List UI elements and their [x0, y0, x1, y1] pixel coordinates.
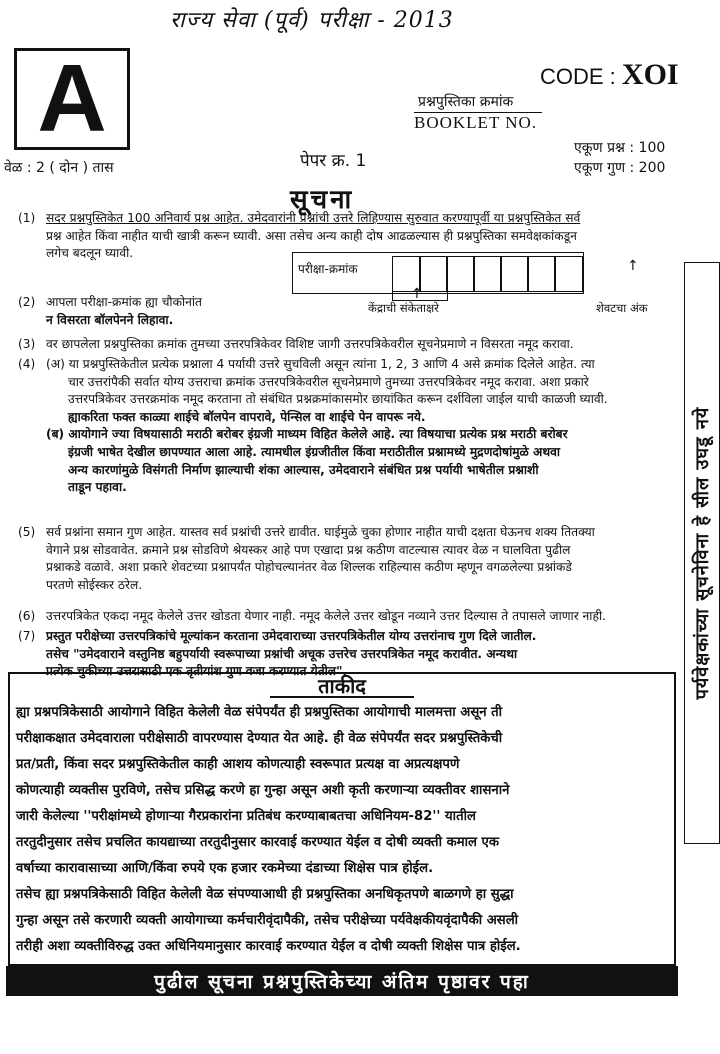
total-marks: एकूण गुण : 200	[574, 160, 666, 176]
last-digit-label: शेवटचा अंक	[596, 301, 648, 315]
instruction-line: वर छापलेला प्रश्नपुस्तिका क्रमांक तुमच्या उत्तरपत्रिकेवर विशिष्ट जागी उत्तरपत्रिकेवरील सूचनेप्रमाणे न विसरता नमूद करावा.	[46, 337, 574, 351]
warning-line: कोणत्याही व्यक्तीस पुरविणे, तसेच प्रसिद्ध करणे हा गुन्हा असून अशी कृती करणाऱ्या व्यक्तीवर शासनाने	[16, 783, 510, 798]
instruction-line: परतणे सोईस्कर ठरेल.	[46, 577, 143, 592]
warning-line: परीक्षाकक्षात उमेदवाराला परीक्षेसाठी वापरण्यास देण्यात येत आहे. ही वेळ संपेपर्यंत सदर प्रश्नपुस्तिकेची	[16, 731, 503, 746]
handwritten-exam-title: राज्य सेवा (पूर्व) परीक्षा - 2013	[170, 8, 454, 33]
seal-sidebar-text: पर्यवेक्षकांच्या सूचनेविना हे सील उघडू नये	[692, 406, 713, 700]
instruction-line: सर्व प्रश्नांना समान गुण आहेत. यास्तव सर्व प्रश्नांची उत्तरे द्यावीत. घाईमुळे चुका होणार नाहीत याची दक्षता घेऊनच शक्य तितक्या	[46, 525, 595, 539]
instruction-line: आपला परीक्षा-क्रमांक ह्या चौकोनांत	[46, 295, 202, 309]
arrow-up-icon: ↑	[411, 286, 423, 302]
instruction-number: (6)	[18, 609, 36, 623]
instruction-line: चार उत्तरांपैकी सर्वात योग्य उत्तराचा क्रमांक उत्तरपत्रिकेवरील सूचनेप्रमाणे तुमच्या उत्तरपत्रिकेवर नमूद करावा. अशा प्रकारे	[68, 374, 589, 389]
instruction-line: प्रस्तुत परीक्षेच्या उत्तरपत्रिकांचे मूल्यांकन करताना उमेदवाराच्या उत्तरपत्रिकेतील योग्य उत्तरांनाच गुण दिले जातील.	[46, 629, 537, 643]
warning-line: गुन्हा असून तसे करणारी व्यक्ती आयोगाच्या कर्मचारीवृंदापैकी, तसेच परीक्षेच्या पर्यवेक्षकीयवृंदापैकी असली	[16, 913, 519, 928]
instruction-line: उत्तरपत्रिकेत एकदा नमूद केलेले उत्तर खोडता येणार नाही. नमूद केलेले उत्तर खोडून नव्याने उत्तर दिल्यास ते तपासले जाणार नाही.	[46, 609, 606, 623]
instruction-line: अन्य कारणांमुळे विसंगती निर्माण झाल्याची शंका आल्यास, उमेदवाराने संबंधित प्रश्न पर्यायी भाषेतील प्रश्नाशी	[68, 462, 539, 477]
warning-line: प्रत/प्रती, किंवा सदर प्रश्नपुस्तिकेतील काही आशय कोणत्याही स्वरूपात प्रत्यक्ष वा अप्रत्यक्षपणे	[16, 757, 460, 772]
code-label	[540, 58, 679, 92]
warning-title-underline	[270, 696, 414, 698]
warning-line: तरीही अशा व्यक्तीविरुद्ध उक्त अधिनियमानुसार कारवाई करण्यात येईल व दोषी व्यक्ती शिक्षेस पात्र होईल.	[16, 939, 521, 954]
seal-sidebar	[684, 262, 720, 844]
code-value: XOI	[621, 58, 679, 91]
instruction-line: (अ) या प्रश्नपुस्तिकेतील प्रत्येक प्रश्नाला 4 पर्यायी उत्तरे सुचविली असून त्यांना 1, 2, 3 आणि 4 असे क्रमांक दिलेले आहेत. त्या	[46, 357, 595, 371]
series-letter-box	[14, 45, 130, 152]
booklet-label-marathi: प्रश्नपुस्तिका क्रमांक	[418, 94, 514, 110]
warning-line: जारी केलेल्या ''परीक्षांमध्ये होणाऱ्या गैरप्रकारांना प्रतिबंध करण्याबाबतचा अधिनियम-82'' यातील	[16, 809, 476, 824]
instruction-number: (3)	[18, 337, 36, 351]
warning-line: वर्षाच्या कारावासाच्या आणि/किंवा रुपये एक हजार रकमेच्या दंडाच्या शिक्षेस पात्र होईल.	[16, 861, 434, 876]
seat-number-label: परीक्षा-क्रमांक	[298, 262, 358, 276]
instruction-line: तसेच "उमेदवाराने वस्तुनिष्ठ बहुपर्यायी स्वरूपाच्या प्रश्नांची अचूक उत्तरेच उत्तरपत्रिकेत नमूद करावीत. अन्यथा	[46, 646, 518, 661]
series-letter: A	[37, 45, 107, 152]
instruction-number: (5)	[18, 525, 36, 539]
exam-duration: वेळ : 2 ( दोन ) तास	[4, 160, 114, 176]
footer-banner: पुढील सूचना प्रश्नपुस्तिकेच्या अंतिम पृष्ठावर पहा	[6, 966, 678, 996]
arrow-up-icon: ↑	[627, 258, 639, 274]
code-label-text: CODE :	[540, 64, 616, 89]
warning-line: तरतुदीनुसार तसेच प्रचलित कायद्याच्या तरतुदीनुसार कारवाई करण्यात येईल व दोषी व्यक्ती कमाल एक	[16, 835, 499, 850]
warning-title: ताकीद	[318, 674, 366, 698]
instruction-line: प्रश्नाकडे वळावे. अशा प्रकारे शेवटच्या प्रश्नापर्यंत पोहोचल्यानंतर वेळ शिल्लक राहिल्यास कठीण म्हणून वगळलेल्या प्रश्नांकडे	[46, 560, 572, 575]
instructions-heading: सूचना	[290, 185, 355, 215]
instruction-number: (4)	[18, 357, 36, 371]
instruction-line: प्रश्न आहेत किंवा नाहीत याची खात्री करून घ्यावी. असा तसेच अन्य काही दोष आढळल्यास ही प्रश्नपुस्तिका समवेक्षकांकडून	[46, 228, 577, 243]
instruction-line: इंग्रजी भाषेत देखील छापण्यात आला आहे. त्यामधील इंग्रजीतील किंवा मराठीतील प्रश्नामध्ये मुद्रणदोषांमुळे अथवा	[68, 444, 561, 459]
center-code-label: केंद्राची संकेताक्षरे	[368, 301, 439, 315]
instruction-line: लगेच बदलून घ्यावी.	[46, 246, 134, 261]
instruction-line: ताडून पहावा.	[68, 480, 127, 495]
warning-line: तसेच ह्या प्रश्नपत्रिकेसाठी विहित केलेली वेळ संपण्याआधी ही प्रश्नपुस्तिका अनधिकृतपणे बाळगणे हा सुद्धा	[16, 887, 514, 902]
instruction-line: सदर प्रश्नपुस्तिकेत 100 अनिवार्य प्रश्न आहेत. उमेदवारांनी प्रश्नांची उत्तरे लिहिण्यास सुरुवात करण्यापूर्वी या प्रश्नपुस्तिकेत सर्व	[46, 211, 581, 225]
instruction-number: (7)	[18, 629, 36, 643]
instruction-line: प्रत्येक चुकीच्या उत्तरासाठी एक तृतीयांश गुण वजा करण्यात येतील".	[46, 664, 348, 679]
warning-box	[8, 672, 676, 966]
total-questions: एकूण प्रश्न : 100	[574, 140, 666, 156]
instruction-number: (1)	[18, 211, 36, 225]
instruction-line: उत्तरपत्रिकेवर उत्तरक्रमांक नमूद करताना तो संबंधित प्रश्नक्रमांकासमोर छायांकित करून दर्शविला जाईल याची काळजी घ्यावी.	[68, 392, 608, 407]
warning-line: ह्या प्रश्नपत्रिकेसाठी आयोगाने विहित केलेली वेळ संपेपर्यंत ही प्रश्नपुस्तिका आयोगाची मालमत्ता असून ती	[16, 705, 503, 720]
instruction-line: न विसरता बॉलपेनने लिहावा.	[46, 312, 174, 327]
instruction-number: (2)	[18, 295, 36, 309]
booklet-label-english: BOOKLET NO.	[414, 113, 538, 132]
instruction-line: वेगाने प्रश्न सोडवावेत. क्रमाने प्रश्न सोडविणे श्रेयस्कर आहे पण एखादा प्रश्न कठीण वाटल्यास त्यावर वेळ न घालविता पुढील	[46, 542, 571, 557]
paper-number: पेपर क्र. 1	[300, 151, 367, 171]
instruction-line: (ब) आयोगाने ज्या विषयासाठी मराठी बरोबर इंग्रजी माध्यम विहित केलेले आहे. त्या विषयाचा प्रत्येक प्रश्न मराठी बरोबर	[46, 427, 568, 442]
instruction-line: ह्याकरिता फक्त काळ्या शाईचे बॉलपेन वापरावे, पेन्सिल वा शाईचे पेन वापरू नये.	[68, 409, 426, 424]
